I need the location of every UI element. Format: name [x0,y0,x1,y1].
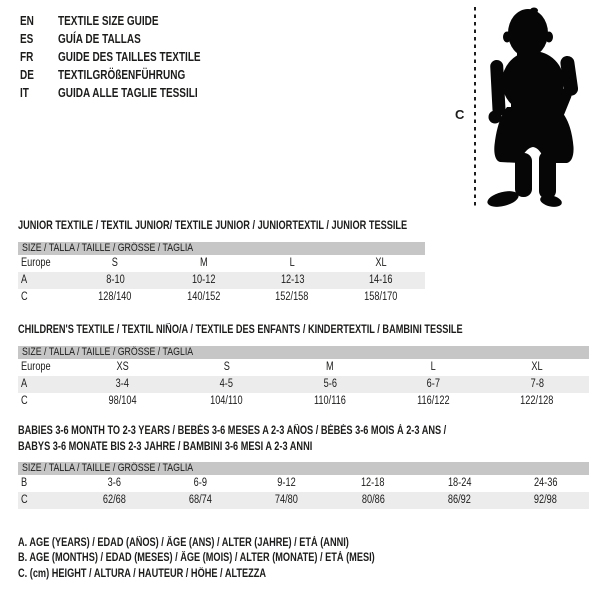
cell-text: M [199,256,208,269]
cell-text: 3-6 [107,477,121,489]
language-code: EN [20,14,34,28]
language-row [20,66,236,84]
cell-text: 24-36 [534,477,558,489]
table-cell [71,376,175,393]
footnote-text: B. AGE (MONTHS) / EDAD (MESES) / ÂGE (MOIS) / ALTER (MONATE) / ETÀ (MESI) [18,552,375,565]
cell-text: 9-12 [277,477,297,489]
cell-text: 12-18 [361,477,385,489]
cell-text: 8-10 [106,273,125,286]
cell-text: 152/158 [275,290,309,303]
baby-silhouette-icon [487,7,579,209]
table-title-line [18,323,589,339]
table-row [18,475,589,492]
table-cell [160,272,249,289]
cell-text: 116/122 [417,394,450,407]
language-row [20,30,236,48]
cell-text: 62/68 [102,494,126,506]
table-row [18,492,589,509]
table-cell [485,393,589,410]
table-title-text: BABIES 3-6 MONTH TO 2-3 YEARS / BEBÉS 3-6 MESES A 2-3 AÑOS / BÉBÉS 3-6 MOIS À 2-3 ANS / [18,425,447,437]
cell-text: L [289,256,295,269]
cell-text: XL [375,256,387,269]
footnote-text: A. AGE (YEARS) / EDAD (AÑOS) / ÂGE (ANS) / ALTER (JAHRE) / ETÀ (ANNI) [18,537,349,549]
cell-text: C [21,394,28,407]
table-cell [337,255,426,272]
table-title [18,219,425,235]
cell-text: Europe [21,256,51,269]
table-row [18,393,589,410]
table-title [18,424,589,455]
table-cell [248,272,337,289]
table-cell [382,393,486,410]
table-cell [330,475,416,492]
cell-text: L [431,360,437,373]
cell-text: 86/92 [447,494,471,506]
table-cell [416,475,502,492]
table-cell [503,492,589,509]
junior-size-table [18,219,425,306]
size-header-bar [18,462,589,475]
table-row-label [18,393,71,410]
table-cell [278,359,382,376]
table-cell [157,492,243,509]
cell-text: 98/104 [108,394,137,407]
footnotes [18,536,464,582]
table-cell [278,376,382,393]
language-title: GUÍA DE TALLAS [58,32,141,46]
cell-text: 158/170 [364,290,398,303]
table-cell [71,393,175,410]
language-code: DE [20,68,34,82]
cell-text: 3-4 [116,377,130,390]
cell-text: A [21,377,28,390]
footnote [18,567,464,582]
footnote-text: C. (cm) HEIGHT / ALTURA / HAUTEUR / HÖHE / ALTEZZA [18,567,267,580]
table-cell [485,376,589,393]
table-cell [175,376,279,393]
table-row-label [18,272,71,289]
babies-size-table [18,424,589,509]
size-header-text: SIZE / TALLA / TAILLE / GRÖSSE / TAGLIA [22,345,194,358]
cell-text: 92/98 [534,494,558,506]
footnote [18,551,464,566]
table-cell [248,255,337,272]
cell-text: 6-7 [426,377,441,390]
cell-text: 110/116 [314,394,346,407]
table-cell [157,475,243,492]
size-header-bar [18,242,425,255]
table-cell [382,376,486,393]
cell-text: 128/140 [98,290,132,303]
cell-text: Europe [21,360,51,373]
height-measure-dashed-line [474,7,476,206]
table-cell [175,359,279,376]
table-cell [244,475,330,492]
table-cell [382,359,486,376]
table-title-line [18,219,425,235]
size-header-text: SIZE / TALLA / TAILLE / GRÖSSE / TAGLIA [22,462,194,474]
table-title-text: JUNIOR TEXTILE / TEXTIL JUNIOR/ TEXTILE JUNIOR / JUNIORTEXTIL / JUNIOR TESSILE [18,220,408,232]
language-code: ES [20,32,34,46]
table-cell [337,289,426,306]
cell-text: 12-13 [280,273,305,286]
table-title-text: CHILDREN'S TEXTILE / TEXTIL NIÑO/A / TEXTILE DES ENFANTS / KINDERTEXTIL / BAMBINI TESSILE [18,324,463,336]
table-row-label [18,492,71,509]
table-row [18,272,425,289]
height-measure-label: C [455,107,465,122]
table-cell [416,492,502,509]
table-cell [337,272,426,289]
table-cell [503,475,589,492]
cell-text: B [21,477,28,489]
cell-text: 140/152 [187,290,221,303]
language-title: GUIDE DES TAILLES TEXTILE [58,50,201,64]
table-cell [485,359,589,376]
table-cell [160,255,249,272]
language-row [20,48,236,66]
language-title: TEXTILE SIZE GUIDE [58,14,159,28]
table-cell [278,393,382,410]
language-code: FR [20,50,34,64]
language-title: TEXTILGRÖßENFÜHRUNG [58,68,186,82]
table-row-label [18,475,71,492]
table-row [18,376,589,393]
language-list [20,12,236,102]
language-code: IT [20,86,29,100]
table-cell [71,492,157,509]
cell-text: C [21,290,28,303]
language-row [20,84,236,102]
cell-text: 122/128 [520,394,554,407]
table-cell [248,289,337,306]
size-header-bar [18,346,589,359]
cell-text: 74/80 [275,494,299,506]
table-cell [71,255,160,272]
cell-text: C [21,494,28,506]
cell-text: S [112,256,119,269]
table-cell [330,492,416,509]
table-cell [175,393,279,410]
table-cell [160,289,249,306]
table-row-label [18,255,71,272]
cell-text: 104/110 [210,394,243,407]
table-title [18,323,589,339]
cell-text: XS [116,360,129,373]
cell-text: S [223,360,230,373]
table-cell [71,289,160,306]
table-row-label [18,289,71,306]
cell-text: 10-12 [191,273,216,286]
cell-text: A [21,273,28,286]
cell-text: M [326,360,334,373]
table-cell [71,475,157,492]
language-row [20,12,236,30]
children-size-table [18,323,589,410]
table-row [18,255,425,272]
cell-text: XL [531,360,543,373]
cell-text: 6-9 [193,477,208,489]
footnote [18,536,464,551]
cell-text: 4-5 [219,377,234,390]
language-title: GUIDA ALLE TAGLIE TESSILI [58,86,198,100]
size-header-text: SIZE / TALLA / TAILLE / GRÖSSE / TAGLIA [22,241,194,254]
table-title-text: BABYS 3-6 MONATE BIS 2-3 JAHRE / BAMBINI 3-6 MESI A 2-3 ANNI [18,440,313,453]
cell-text: 18-24 [447,477,472,489]
cell-text: 68/74 [188,494,212,506]
table-title-line [18,440,589,456]
table-row-label [18,359,71,376]
table-row [18,289,425,306]
cell-text: 80/86 [361,494,385,506]
table-row [18,359,589,376]
cell-text: 14-16 [368,273,393,286]
table-cell [244,492,330,509]
cell-text: 7-8 [530,377,544,390]
table-cell [71,359,175,376]
table-row-label [18,376,71,393]
cell-text: 5-6 [323,377,337,390]
table-cell [71,272,160,289]
table-title-line [18,424,589,440]
